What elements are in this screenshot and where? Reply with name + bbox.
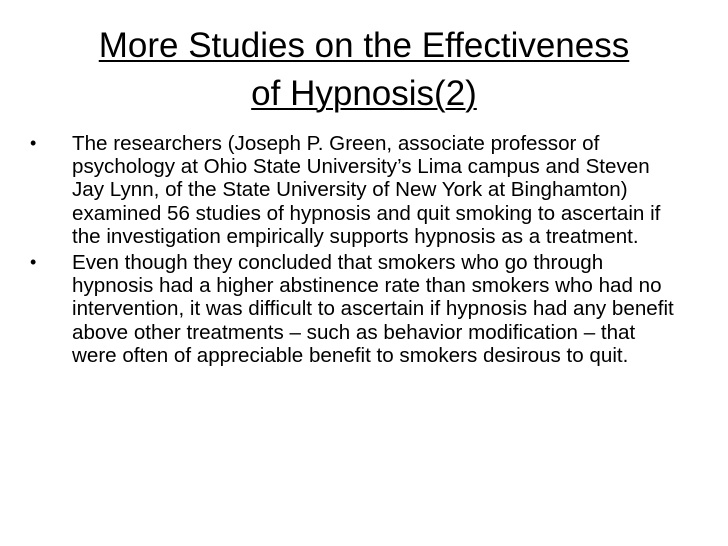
- slide-title: [30, 22, 698, 118]
- bullet-list: [30, 132, 680, 370]
- slide-title-line-2: of Hypnosis(2): [251, 74, 477, 113]
- bullet-dot-icon: •: [30, 133, 37, 153]
- slide-title-line-1: More Studies on the Effectiveness: [98, 26, 630, 65]
- bullet-text: The researchers (Joseph P. Green, associate professor of psychology at Ohio State University’s Lima campus and Steven Jay Lynn, of the State University of New York at Binghamton) examined 56 studies of hypnosis and quit smoking to ascertain if the investigation empirically supports hypnosis as a treatment.: [72, 132, 661, 248]
- bullet-item: [30, 132, 680, 248]
- bullet-dot-icon: •: [30, 252, 37, 273]
- bullet-item: [30, 251, 680, 367]
- bullet-text: Even though they concluded that smokers who go through hypnosis had a higher abstinence rate than smokers who had no intervention, it was difficult to ascertain if hypnosis had any benefit above other treatments – such as behavior modification – that were often of appreciable benefit to smokers desirous to quit.: [72, 251, 674, 367]
